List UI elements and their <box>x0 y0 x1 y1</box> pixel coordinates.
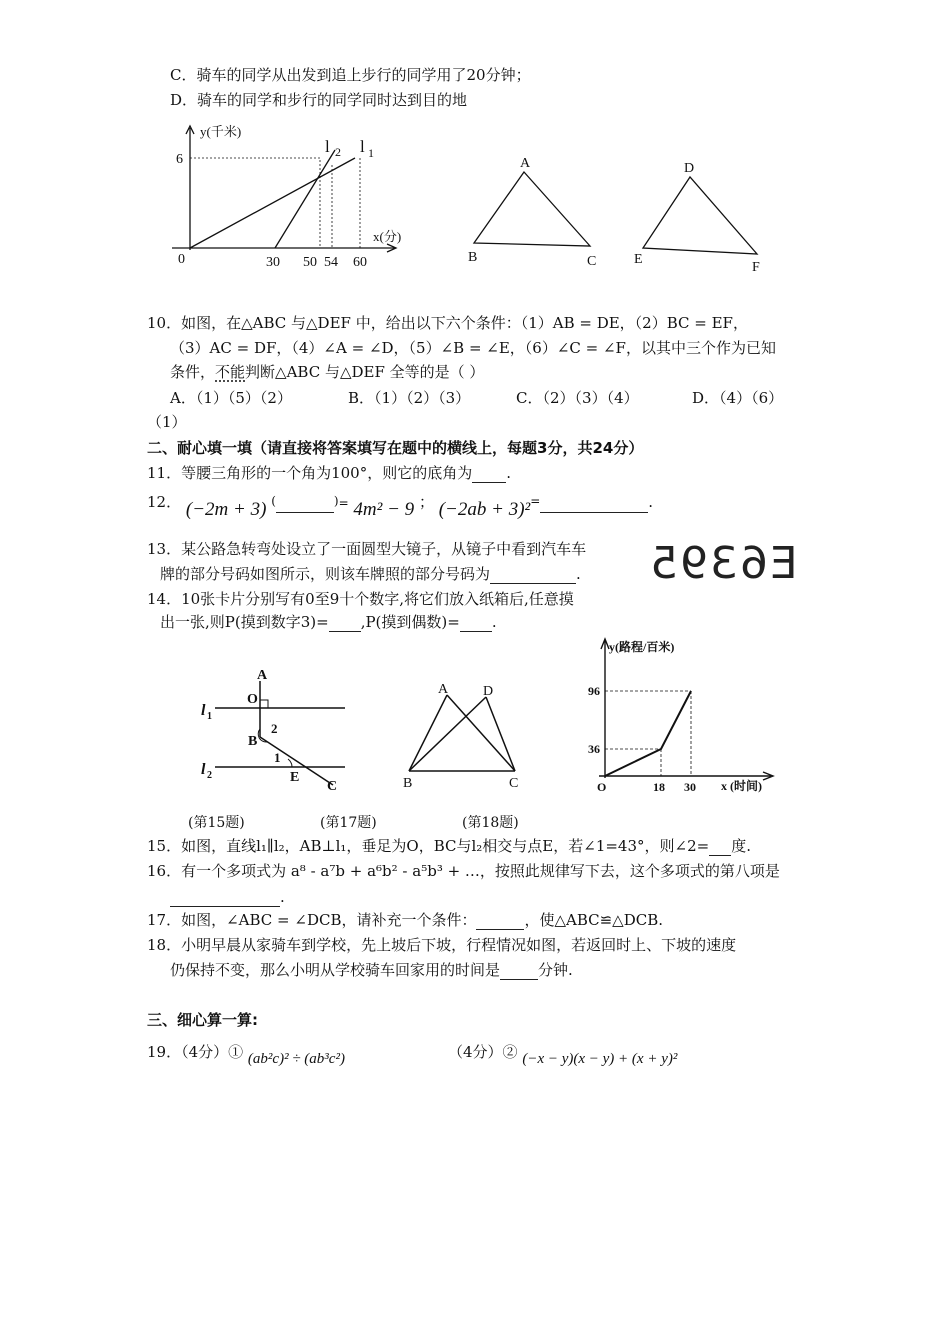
q16-answer-blank[interactable] <box>170 906 280 907</box>
q15-answer-blank[interactable] <box>709 855 731 856</box>
q14-blank2[interactable] <box>460 631 492 632</box>
q11-answer-blank[interactable] <box>472 482 506 483</box>
label-b: B <box>403 776 413 791</box>
caption-fig15: (第15题) <box>188 815 245 831</box>
q12-factor2: (−2ab + 3)² <box>438 499 531 520</box>
q10-option-c: C．（2）（3）（4） <box>516 389 639 407</box>
label-l2-sub: 2 <box>207 770 212 781</box>
x-tick-18: 18 <box>653 780 665 794</box>
vertex-c: C <box>587 254 597 269</box>
vertex-b: B <box>468 250 478 265</box>
vertex-d: D <box>684 161 695 176</box>
q10-option-d-cont: （1） <box>147 413 187 431</box>
label-c: C <box>509 776 519 791</box>
q13-line2: 牌的部分号码如图所示，则该车牌照的部分号码为 . <box>160 565 581 583</box>
q10-line1: 10．如图，在△ABC 与△DEF 中，给出以下六个条件：（1）AB = DE，（2）BC = EF， <box>147 314 748 332</box>
q12-factor1: (−2m + 3) <box>185 499 267 520</box>
section3-title: 三、细心算一算: <box>147 1011 258 1029</box>
q10-option-d: D．（4）（6） <box>692 389 784 407</box>
origin-label: O <box>597 780 607 794</box>
q16: 16．有一个多项式为 a⁸ - a⁷b + a⁶b² - a⁵b³ + …，按照此规律写下去，这个多项式的第八项是 <box>147 862 780 880</box>
l1-label: l <box>360 137 365 156</box>
label-b: B <box>248 734 258 749</box>
vertex-a: A <box>520 156 531 171</box>
q10-option-a: A．（1）（5）（2） <box>170 389 292 407</box>
q10-emphasis: 不能 <box>215 363 246 381</box>
vertex-e: E <box>634 252 643 267</box>
q11: 11．等腰三角形的一个角为100°，则它的底角为 . <box>147 464 512 482</box>
origin-label: 0 <box>178 252 185 267</box>
q14-line1: 14．10张卡片分别写有0至9十个数字,将它们放入纸箱后,任意摸 <box>147 590 574 608</box>
fig17-triangles <box>395 683 535 798</box>
q17: 17．如图，∠ABC = ∠DCB，请补充一个条件： ，使△ABC≌△DCB. <box>147 911 664 929</box>
label-d: D <box>483 684 494 699</box>
q18-line2: 仍保持不变，那么小明从学校骑车回家用的时间是 分钟. <box>170 961 573 979</box>
label-e: E <box>290 770 300 785</box>
q15: 15．如图，直线l₁∥l₂，AB⊥l₁，垂足为O，BC与l₂相交与点E，若∠1=43°，则∠2= 度. <box>147 837 751 855</box>
triangle-abc <box>460 150 610 270</box>
q19: 19．（4分）① (ab²c)² ÷ (ab³c²) <box>147 1043 345 1067</box>
q9-line-graph <box>160 120 430 280</box>
x-tick-54: 54 <box>324 255 338 270</box>
q12-blank1[interactable] <box>276 500 334 513</box>
label-a: A <box>438 682 449 697</box>
label-c: C <box>327 779 338 794</box>
l1-subscript: 1 <box>368 146 374 160</box>
q19-part2: （4分）② (−x − y)(x − y) + (x + y)² <box>448 1043 678 1067</box>
x-tick-30: 30 <box>266 255 280 270</box>
q14-blank1[interactable] <box>329 631 361 632</box>
l2-subscript: 2 <box>335 145 341 159</box>
q9-option-c: C．骑车的同学从出发到追上步行的同学用了20分钟； <box>170 66 531 84</box>
x-axis-label: x(分) <box>373 229 402 244</box>
x-axis-label: x (时间) <box>721 779 762 793</box>
angle-1: 1 <box>274 750 281 765</box>
y-tick-96: 96 <box>588 684 600 698</box>
q18-line1: 18．小明早晨从家骑车到学校，先上坡后下坡，行程情况如图，若返回时上、下坡的速度 <box>147 936 737 954</box>
q12-rhs: 4m² − 9 <box>353 499 415 520</box>
q12: 12． (−2m + 3) ( )= 4m² − 9 ； (−2ab + 3)²= . <box>147 493 654 520</box>
x-tick-60: 60 <box>353 255 367 270</box>
caption-fig17: (第17题) <box>320 815 377 831</box>
label-l1-sub: 1 <box>207 711 212 722</box>
fig15-parallel-lines <box>195 663 355 798</box>
label-o: O <box>247 692 258 707</box>
q18-answer-blank[interactable] <box>500 979 538 980</box>
q10-line3: 条件，不能判断△ABC 与△DEF 全等的是（ ） <box>170 363 485 381</box>
q10-line2: （3）AC = DF，（4）∠A = ∠D，（5）∠B = ∠E，（6）∠C = ∠F，以其中三个作为已知 <box>170 339 776 357</box>
y-tick-6: 6 <box>176 152 183 167</box>
q17-answer-blank[interactable] <box>476 929 524 930</box>
fig18-distance-time-graph <box>585 633 785 798</box>
line-l1 <box>190 158 355 248</box>
section2-title: 二、耐心填一填（请直接将答案填写在题中的横线上，每题3分，共24分） <box>147 439 644 457</box>
label-l2: l <box>201 761 206 778</box>
label-a: A <box>257 668 268 683</box>
route-line <box>605 691 691 776</box>
q19-expression1: (ab²c)² ÷ (ab³c²) <box>247 1051 345 1067</box>
q13-answer-blank[interactable] <box>490 583 576 584</box>
q13-line1: 13．某公路急转弯处设立了一面圆型大镜子，从镜子中看到汽车车 <box>147 540 587 558</box>
q19-expression2: (−x − y)(x − y) + (x + y)² <box>522 1051 678 1067</box>
q10-option-b: B．（1）（2）（3） <box>348 389 471 407</box>
l2-label: l <box>325 137 330 156</box>
y-axis-label: y(路程/百米) <box>609 640 675 654</box>
q14-line2: 出一张,则P(摸到数字3)= ,P(摸到偶数)= . <box>160 613 497 631</box>
q12-blank2[interactable] <box>540 512 648 513</box>
q9-option-d: D．骑车的同学和步行的同学同时达到目的地 <box>170 91 468 109</box>
caption-fig18: (第18题) <box>462 815 519 831</box>
vertex-f: F <box>752 260 760 275</box>
mirrored-license-plate: E6395 <box>648 538 798 589</box>
label-l1: l <box>201 702 206 719</box>
triangle-def <box>625 155 775 275</box>
y-axis-label: y(千米) <box>200 124 242 139</box>
angle-2: 2 <box>271 721 278 736</box>
x-tick-30: 30 <box>684 780 696 794</box>
q16-answer-line: . <box>170 887 285 907</box>
line-l2 <box>275 150 335 248</box>
x-tick-50: 50 <box>303 255 317 270</box>
y-tick-36: 36 <box>588 742 600 756</box>
